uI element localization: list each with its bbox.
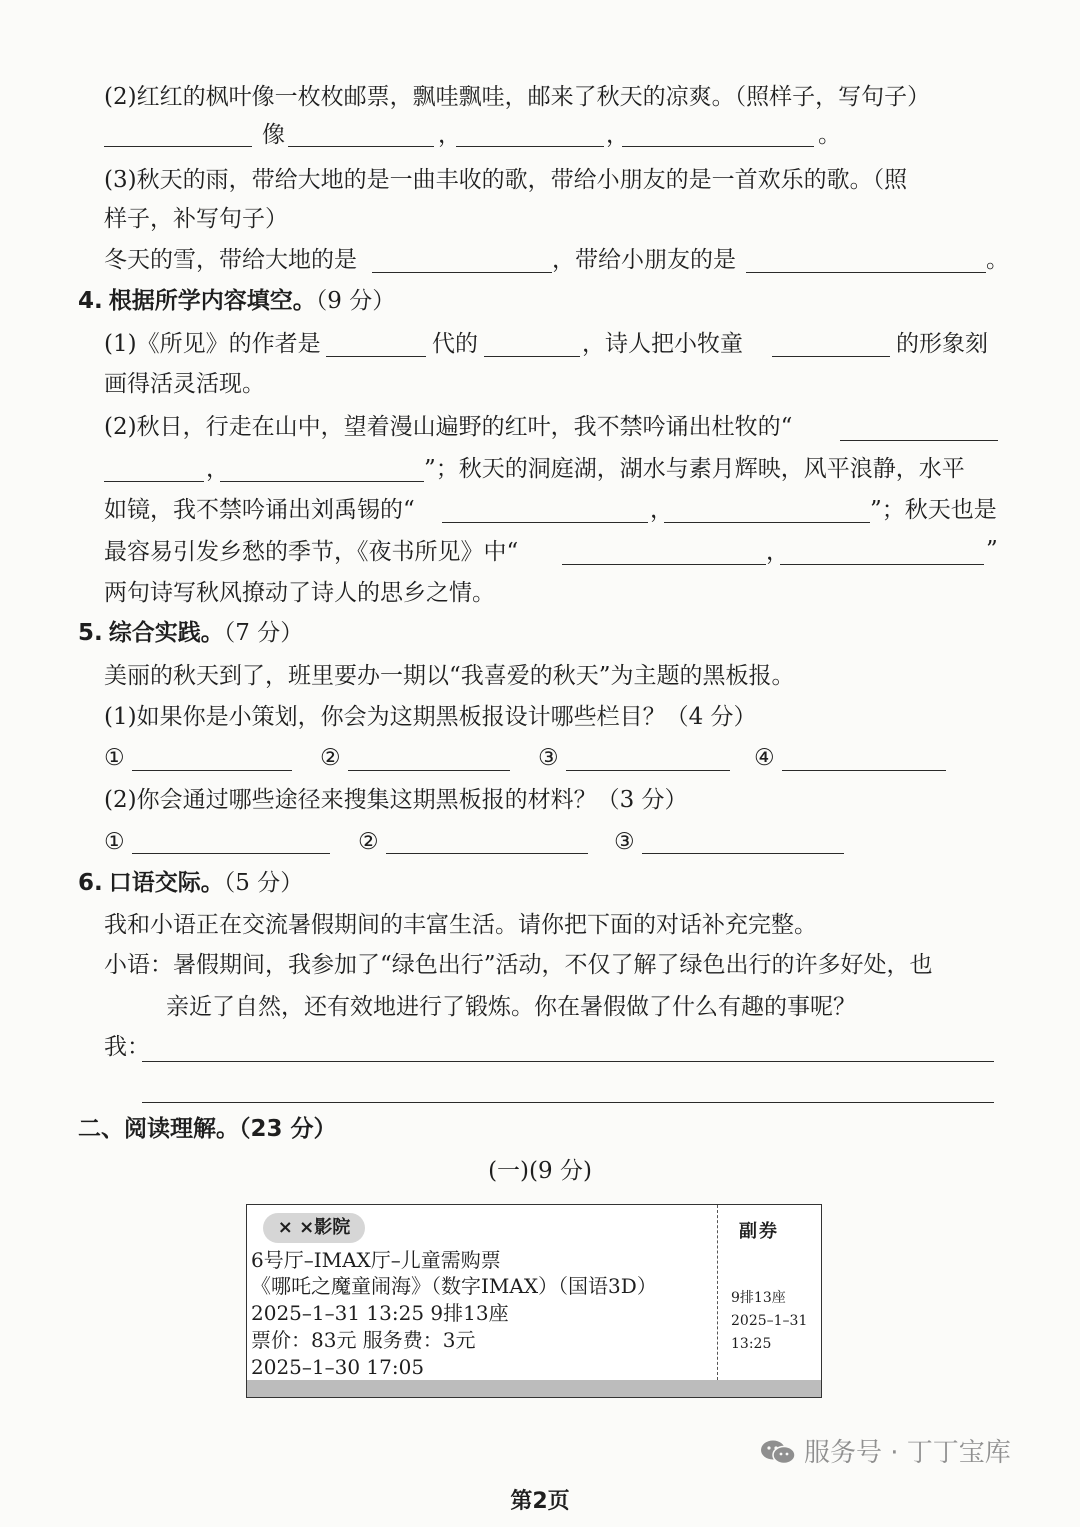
q5-title: 综合实践。 [108, 620, 224, 646]
q6-dialog-line1: 小语：暑假期间，我参加了“绿色出行”活动，不仅了解了绿色出行的许多好处，也 [104, 952, 933, 978]
answer-blank[interactable] [840, 440, 998, 441]
answer-blank[interactable] [348, 770, 510, 771]
q6-me-label: 我： [104, 1034, 150, 1060]
q4-p1-e: 画得活灵活现。 [104, 371, 265, 397]
answer-blank[interactable] [288, 146, 434, 147]
answer-blank[interactable] [132, 853, 330, 854]
answer-blank[interactable] [772, 356, 890, 357]
q6-dialog-line2: 亲近了自然，还有效地进行了锻炼。你在暑假做了什么有趣的事呢？ [166, 994, 856, 1020]
comma-text: ， [766, 539, 789, 565]
answer-blank[interactable] [220, 481, 424, 482]
circle-marker: ③ [614, 829, 635, 855]
q4-number: 4. [78, 288, 103, 314]
movie-ticket [246, 1204, 822, 1398]
q6-score: （5 分） [223, 870, 304, 896]
q4-p2-e: 最容易引发乡愁的季节，《夜书所见》中“ [104, 539, 519, 565]
ticket-line4: 票价：83元 服务费：3元 [251, 1328, 476, 1352]
answer-blank[interactable] [456, 146, 604, 147]
ticket-perforation [717, 1205, 718, 1380]
answer-blank[interactable] [780, 564, 984, 565]
comma-text: ， [650, 497, 673, 523]
circle-marker: ③ [538, 745, 559, 771]
comma-text: ， [438, 122, 461, 148]
ticket-line1: 6号厅–IMAX厅–儿童需购票 [251, 1248, 501, 1272]
circle-marker: ② [358, 829, 379, 855]
circle-marker: ① [104, 745, 125, 771]
answer-blank[interactable] [622, 146, 814, 147]
circle-marker: ④ [754, 745, 775, 771]
answer-blank[interactable] [132, 770, 292, 771]
ticket-line3: 2025–1–31 13:25 9排13座 [251, 1301, 509, 1325]
answer-line[interactable] [142, 1102, 994, 1103]
q5-sub1: (1)如果你是小策划，你会为这期黑板报设计哪些栏目？（4 分） [104, 704, 757, 730]
stub-title: 副券 [739, 1221, 779, 1242]
q3-2-prompt: (2)红红的枫叶像一枚枚邮票，飘哇飘哇，邮来了秋天的凉爽。（照样子，写句子） [104, 84, 931, 110]
answer-blank[interactable] [386, 853, 588, 854]
comma-text: ， [206, 456, 229, 482]
q6-heading [0, 866, 1080, 900]
watermark [760, 1432, 1011, 1469]
wechat-icon [760, 1439, 796, 1465]
ticket-line2: 《哪吒之魔童闹海》（数字IMAX）（国语3D） [251, 1274, 657, 1298]
stub-seat: 9排13座 [731, 1290, 786, 1306]
close-quote: ” [986, 537, 998, 563]
circle-marker: ② [320, 745, 341, 771]
q4-p2-d: ”；秋天也是 [870, 497, 997, 523]
q4-heading [0, 284, 1080, 318]
q6-intro: 我和小语正在交流暑假期间的丰富生活。请你把下面的对话补充完整。 [104, 912, 817, 938]
period-text: 。 [986, 247, 1009, 273]
watermark-text: 服务号 · 丁丁宝库 [804, 1438, 1011, 1468]
q3-3-prompt-line2: 样子，补写句子） [104, 206, 288, 232]
section2-title: 二、阅读理解。（23 分） [78, 1116, 337, 1142]
q4-p2-a: (2)秋日，行走在山中，望着漫山遍野的红叶，我不禁吟诵出杜牧的“ [104, 414, 793, 440]
ticket-line5: 2025–1–30 17:05 [251, 1355, 425, 1379]
answer-blank[interactable] [104, 146, 252, 147]
answer-blank[interactable] [562, 564, 766, 565]
answer-blank[interactable] [484, 356, 580, 357]
comma-text: ， [606, 122, 629, 148]
q4-title: 根据所学内容填空。 [108, 288, 316, 314]
stub-time: 13:25 [731, 1336, 772, 1352]
circle-marker: ① [104, 829, 125, 855]
q4-p2-f: 两句诗写秋风撩动了诗人的思乡之情。 [104, 580, 495, 606]
q3-2-like: 像 [262, 122, 285, 148]
answer-blank[interactable] [566, 770, 730, 771]
q4-score: （9 分） [315, 288, 396, 314]
ticket-bottom-strip [247, 1380, 821, 1397]
cinema-badge: × ×影院 [263, 1213, 365, 1243]
q6-number: 6. [78, 870, 103, 896]
q3-3-prompt-line1: (3)秋天的雨，带给大地的是一曲丰收的歌，带给小朋友的是一首欢乐的歌。（照 [104, 167, 908, 193]
stub-date: 2025–1–31 [731, 1313, 808, 1329]
q5-heading [0, 616, 1080, 650]
answer-blank[interactable] [782, 770, 946, 771]
q6-title: 口语交际。 [108, 870, 224, 896]
q4-p1-c: ，诗人把小牧童 [582, 331, 743, 357]
answer-blank[interactable] [746, 272, 986, 273]
q4-p2-c: 如镜，我不禁吟诵出刘禹锡的“ [104, 497, 415, 523]
answer-blank[interactable] [442, 522, 648, 523]
q5-number: 5. [78, 620, 103, 646]
period-text: 。 [818, 122, 841, 148]
q3-3-sentence-mid: ，带给小朋友的是 [552, 247, 736, 273]
q4-p1-a: (1)《所见》的作者是 [104, 331, 321, 357]
answer-blank[interactable] [642, 853, 844, 854]
q4-p1-b: 代的 [432, 331, 478, 357]
q4-p1-d: 的形象刻 [896, 331, 988, 357]
q3-3-sentence-start: 冬天的雪，带给大地的是 [104, 247, 357, 273]
answer-blank[interactable] [326, 356, 426, 357]
section2-sub: (一)(9 分) [488, 1158, 592, 1184]
q4-p2-b: ”；秋天的洞庭湖，湖水与素月辉映，风平浪静，水平 [424, 456, 965, 482]
q5-score: （7 分） [223, 620, 304, 646]
q5-intro: 美丽的秋天到了，班里要办一期以“我喜爱的秋天”为主题的黑板报。 [104, 663, 795, 689]
answer-blank[interactable] [664, 522, 870, 523]
answer-line[interactable] [142, 1061, 994, 1062]
answer-blank[interactable] [372, 272, 552, 273]
q5-sub2: (2)你会通过哪些途径来搜集这期黑板报的材料？（3 分） [104, 787, 688, 813]
page-number: 第2页 [510, 1489, 570, 1514]
answer-blank[interactable] [104, 481, 204, 482]
